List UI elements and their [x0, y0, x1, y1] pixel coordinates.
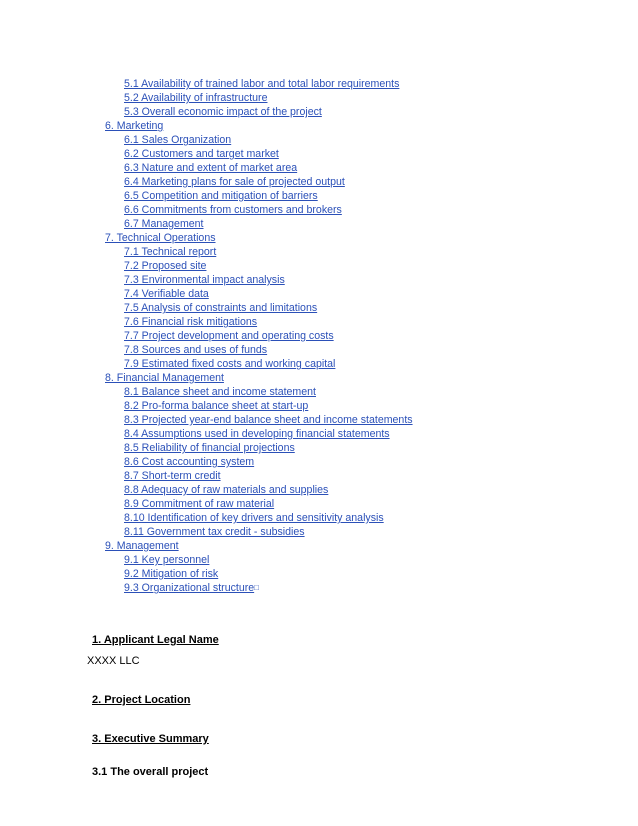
toc-subsection-entry	[0, 147, 638, 161]
toc-subsection-entry	[0, 287, 638, 301]
toc-link[interactable]: 8.7 Short-term credit	[124, 470, 221, 482]
toc-subsection-entry	[0, 203, 638, 217]
toc-link[interactable]: 8.2 Pro-forma balance sheet at start-up	[124, 400, 309, 412]
missing-glyph-icon: □	[254, 583, 259, 592]
toc-link[interactable]: 7.4 Verifiable data	[124, 288, 209, 300]
toc-link[interactable]: 8.6 Cost accounting system	[124, 456, 255, 468]
toc-subsection-entry	[0, 553, 638, 567]
toc-link[interactable]: 7.9 Estimated fixed costs and working capital	[124, 358, 336, 370]
toc-link[interactable]: 5.1 Availability of trained labor and total labor requirements	[124, 78, 400, 90]
toc-subsection-entry	[0, 581, 638, 595]
toc-subsection-entry	[0, 259, 638, 273]
toc-link[interactable]: 7.3 Environmental impact analysis	[124, 274, 285, 286]
toc-subsection-entry	[0, 245, 638, 259]
toc-link[interactable]: 7.8 Sources and uses of funds	[124, 344, 268, 356]
toc-subsection-entry	[0, 217, 638, 231]
toc-link[interactable]: 9.3 Organizational structure	[124, 582, 255, 594]
toc-link[interactable]: 7.6 Financial risk mitigations	[124, 316, 258, 328]
table-of-contents	[0, 77, 638, 595]
toc-link[interactable]: 7.2 Proposed site	[124, 260, 207, 272]
toc-subsection-entry	[0, 77, 638, 91]
toc-link[interactable]: 8.11 Government tax credit - subsidies	[124, 526, 305, 538]
toc-link[interactable]: 6. Marketing	[105, 120, 164, 132]
toc-subsection-entry	[0, 105, 638, 119]
toc-link[interactable]: 9.1 Key personnel	[124, 554, 210, 566]
toc-link[interactable]: 8.3 Projected year-end balance sheet and income statements	[124, 414, 413, 426]
toc-link[interactable]: 8.4 Assumptions used in developing financial statements	[124, 428, 390, 440]
toc-subsection-entry	[0, 525, 638, 539]
toc-subsection-entry	[0, 343, 638, 357]
toc-link[interactable]: 6.2 Customers and target market	[124, 148, 279, 160]
toc-link[interactable]: 7. Technical Operations	[105, 232, 216, 244]
subsection-heading-overall-project: 3.1 The overall project	[92, 766, 209, 778]
toc-subsection-entry	[0, 357, 638, 371]
toc-link[interactable]: 8.10 Identification of key drivers and sensitivity analysis	[124, 512, 384, 524]
toc-link[interactable]: 5.2 Availability of infrastructure	[124, 92, 268, 104]
toc-link[interactable]: 6.6 Commitments from customers and brokers	[124, 204, 342, 216]
toc-subsection-entry	[0, 483, 638, 497]
toc-subsection-entry	[0, 413, 638, 427]
toc-link[interactable]: 6.5 Competition and mitigation of barriers	[124, 190, 318, 202]
toc-subsection-entry	[0, 497, 638, 511]
toc-link[interactable]: 7.1 Technical report	[124, 246, 217, 258]
toc-link[interactable]: 6.3 Nature and extent of market area	[124, 162, 298, 174]
toc-link[interactable]: 7.5 Analysis of constraints and limitations	[124, 302, 318, 314]
section-heading-project-location: 2. Project Location	[92, 694, 191, 706]
toc-section-entry	[0, 539, 638, 553]
toc-link[interactable]: 8.1 Balance sheet and income statement	[124, 386, 316, 398]
section-heading-executive-summary: 3. Executive Summary	[92, 733, 209, 745]
toc-subsection-entry	[0, 301, 638, 315]
toc-link[interactable]: 8.9 Commitment of raw material	[124, 498, 275, 510]
toc-subsection-entry	[0, 315, 638, 329]
toc-subsection-entry	[0, 469, 638, 483]
toc-subsection-entry	[0, 441, 638, 455]
toc-link[interactable]: 6.1 Sales Organization	[124, 134, 232, 146]
toc-link[interactable]: 6.7 Management	[124, 218, 204, 230]
toc-link[interactable]: 9.2 Mitigation of risk	[124, 568, 219, 580]
toc-subsection-entry	[0, 133, 638, 147]
toc-link[interactable]: 8. Financial Management	[105, 372, 224, 384]
toc-link[interactable]: 8.5 Reliability of financial projections	[124, 442, 295, 454]
toc-section-entry	[0, 119, 638, 133]
toc-link[interactable]: 6.4 Marketing plans for sale of projected output	[124, 176, 345, 188]
toc-link[interactable]: 9. Management	[105, 540, 179, 552]
toc-subsection-entry	[0, 455, 638, 469]
toc-subsection-entry	[0, 273, 638, 287]
toc-section-entry	[0, 371, 638, 385]
toc-subsection-entry	[0, 189, 638, 203]
toc-subsection-entry	[0, 161, 638, 175]
toc-subsection-entry	[0, 567, 638, 581]
toc-section-entry	[0, 231, 638, 245]
toc-link[interactable]: 7.7 Project development and operating costs	[124, 330, 334, 342]
toc-subsection-entry	[0, 329, 638, 343]
toc-link[interactable]: 8.8 Adequacy of raw materials and supplies	[124, 484, 329, 496]
section-heading-legal-name: 1. Applicant Legal Name	[92, 634, 219, 646]
toc-subsection-entry	[0, 427, 638, 441]
toc-subsection-entry	[0, 385, 638, 399]
toc-link[interactable]: 5.3 Overall economic impact of the project	[124, 106, 322, 118]
toc-subsection-entry	[0, 91, 638, 105]
toc-subsection-entry	[0, 511, 638, 525]
toc-subsection-entry	[0, 399, 638, 413]
toc-subsection-entry	[0, 175, 638, 189]
legal-name-value: XXXX LLC	[87, 655, 140, 667]
